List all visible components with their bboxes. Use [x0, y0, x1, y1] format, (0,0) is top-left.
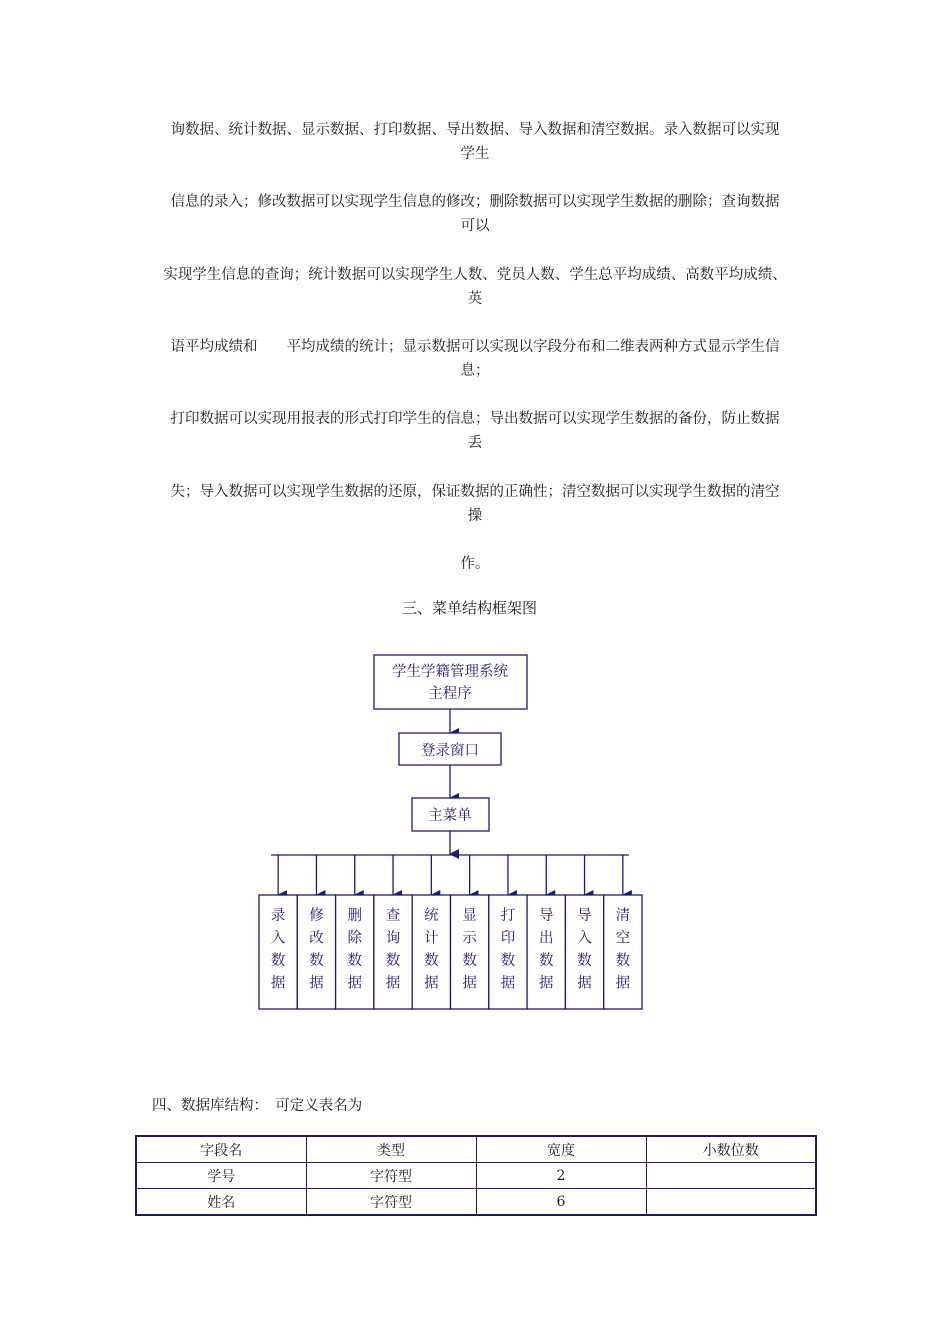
table-header-cell: 宽度: [476, 1136, 646, 1163]
paragraph-line-1-main: 询数据、统计数据、显示数据、打印数据、导出数据、导入数据和清空数据。录入数据可以实现: [170, 122, 780, 138]
main-menu-box-label: 主菜单: [428, 808, 472, 824]
table-cell: [646, 1189, 816, 1216]
table-row: [136, 1189, 816, 1216]
leaf-box-char: 录: [270, 908, 286, 924]
leaf-box-char: 据: [577, 975, 592, 992]
table-cell: 2: [476, 1163, 646, 1189]
paragraph-line-2-main: 信息的录入；修改数据可以实现学生信息的修改；删除数据可以实现学生数据的删除；查询数据: [170, 194, 780, 210]
leaf-box-char: 清: [615, 908, 631, 924]
leaf-box-char: 计: [424, 930, 439, 947]
table-cell: 6: [476, 1189, 646, 1216]
root-box-line1: 学生学籍管理系统: [392, 664, 508, 680]
table-header-row: [136, 1136, 816, 1163]
table-cell: 字符型: [306, 1189, 476, 1216]
leaf-box-char: 导: [539, 908, 554, 924]
leaf-box-char: 统: [424, 908, 439, 924]
leaf-box-char: 数: [347, 953, 362, 969]
leaf-box-char: 数: [385, 953, 401, 969]
leaf-box-char: 据: [615, 975, 631, 992]
paragraph-line-4-main: 语平均成绩和 平均成绩的统计；显示数据可以实现以字段分布和二维表两种方式显示学生信: [170, 339, 780, 355]
section-3-title: 三、菜单结构框架图: [402, 599, 538, 617]
leaf-box-char: 除: [347, 930, 362, 947]
paragraph-line-1-wrap: 学生: [460, 146, 490, 162]
leaf-box-char: 据: [424, 975, 439, 992]
leaf-box-char: 空: [615, 930, 631, 947]
table-header-cell: 小数位数: [646, 1136, 816, 1163]
leaf-box-char: 据: [500, 975, 516, 992]
leaf-box-char: 数: [309, 953, 324, 969]
section-4-title: 四、数据库结构： 可定义表名为: [152, 1098, 363, 1114]
login-box-label: 登录窗口: [421, 743, 479, 759]
leaf-box-char: 修: [309, 908, 324, 924]
leaf-box-char: 示: [462, 930, 477, 947]
paragraph-line-4-wrap: 息；: [460, 363, 490, 379]
leaf-boxes: [259, 855, 642, 1009]
paragraph-line-5-wrap: 丢: [467, 435, 483, 451]
leaf-box-char: 入: [270, 930, 286, 947]
leaf-box-char: 删: [347, 908, 362, 924]
leaf-box-char: 改: [309, 930, 324, 947]
paragraph-line-2-wrap: 可以: [460, 218, 490, 234]
leaf-box-char: 数: [615, 953, 631, 969]
leaf-box-char: 数: [270, 953, 286, 969]
leaf-box-char: 据: [462, 975, 477, 992]
table-cell: 姓名: [136, 1189, 306, 1216]
paragraph-line-6-wrap: 操: [467, 508, 483, 524]
paragraph-line-3-wrap: 英: [467, 291, 483, 307]
leaf-box-char: 据: [347, 975, 362, 992]
table-cell: 学号: [136, 1163, 306, 1189]
leaf-box-char: 数: [539, 953, 554, 969]
leaf-box-char: 出: [539, 930, 554, 947]
leaf-box-char: 显: [462, 908, 477, 924]
table-cell: [646, 1163, 816, 1189]
table-header-cell: 字段名: [136, 1136, 306, 1163]
leaf-box-char: 据: [309, 975, 324, 992]
leaf-box-char: 询: [385, 930, 401, 947]
leaf-box-char: 印: [500, 930, 516, 947]
leaf-box-char: 据: [539, 975, 554, 992]
paragraph-end-text: 作。: [460, 556, 490, 572]
leaf-box-char: 据: [270, 975, 286, 992]
leaf-box-char: 打: [500, 908, 516, 924]
leaf-box-char: 数: [500, 953, 516, 969]
leaf-box-char: 数: [424, 953, 439, 969]
table-row: [136, 1163, 816, 1189]
database-structure-table: [135, 1135, 817, 1216]
leaf-box-char: 查: [385, 908, 401, 924]
paragraph-line-5-main: 打印数据可以实现用报表的形式打印学生的信息；导出数据可以实现学生数据的备份，防止数据: [170, 411, 780, 427]
leaf-box-char: 数: [462, 953, 477, 969]
leaf-box-char: 数: [577, 953, 592, 969]
leaf-box-char: 导: [577, 908, 592, 924]
leaf-box-char: 据: [385, 975, 401, 992]
table-header-cell: 类型: [306, 1136, 476, 1163]
table-cell: 字符型: [306, 1163, 476, 1189]
leaf-box-char: 入: [577, 930, 592, 947]
paragraph-line-3-main: 实现学生信息的查询；统计数据可以实现学生人数、党员人数、学生总平均成绩、高数平均成绩、: [163, 267, 787, 283]
root-box-line2: 主程序: [428, 686, 472, 702]
paragraph-line-6-main: 失；导入数据可以实现学生数据的还原，保证数据的正确性；清空数据可以实现学生数据的清空: [170, 484, 780, 500]
